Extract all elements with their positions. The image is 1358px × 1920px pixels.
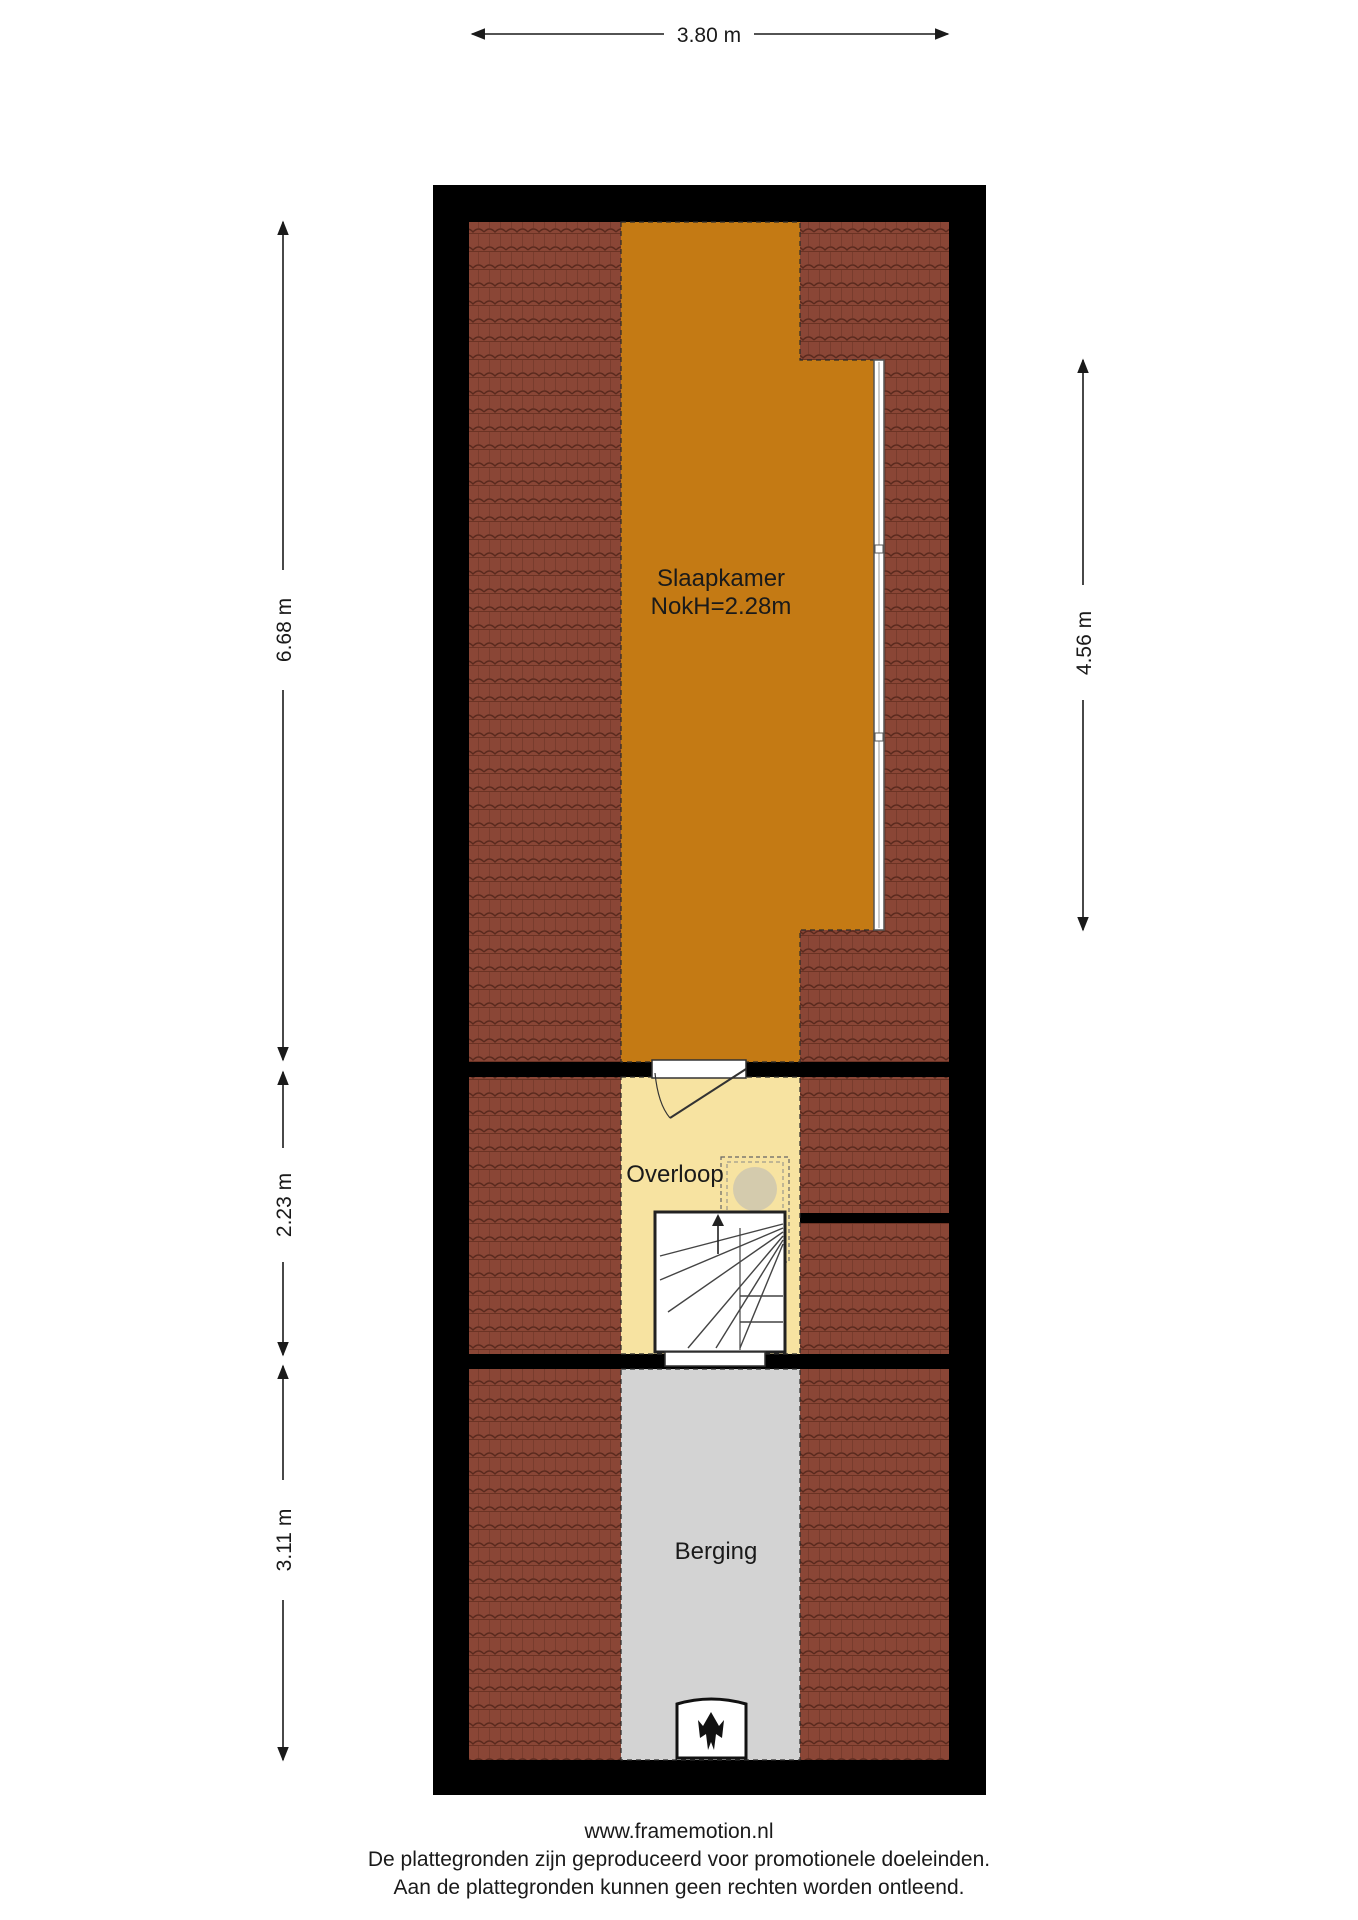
- footer-disclaimer-1: De plattegronden zijn geproduceerd voor promotionele doeleinden.: [367, 1848, 991, 1871]
- footer: [0, 1818, 1358, 1902]
- wall-stub-right: [786, 1213, 949, 1223]
- dimension-left-middle: [273, 1072, 296, 1355]
- slaapkamer-name: Slaapkamer: [656, 565, 786, 592]
- dormer-window: [874, 360, 884, 930]
- slaapkamer-ridge-height: NokH=2.28m: [650, 593, 792, 620]
- dimension-top: [472, 24, 948, 47]
- berging-name: Berging: [674, 1538, 758, 1565]
- dimension-left-upper-label: 6.68 m: [273, 597, 296, 663]
- dimension-left-upper: [273, 222, 296, 1060]
- dimension-left-middle-label: 2.23 m: [273, 1172, 296, 1238]
- footer-disclaimer-2: Aan de plattegronden kunnen geen rechten worden ontleend.: [393, 1876, 965, 1899]
- dimension-right-upper: [1073, 360, 1096, 930]
- stairs-icon: [655, 1212, 785, 1366]
- boiler-icon: [677, 1699, 746, 1758]
- dimension-left-lower-label: 3.11 m: [273, 1508, 296, 1572]
- footer-url: www.framemotion.nl: [584, 1820, 774, 1843]
- dimension-right-upper-label: 4.56 m: [1073, 610, 1096, 676]
- dimension-left-lower: [273, 1366, 296, 1760]
- overloop-name: Overloop: [626, 1161, 724, 1188]
- dimension-top-label: 3.80 m: [676, 24, 742, 47]
